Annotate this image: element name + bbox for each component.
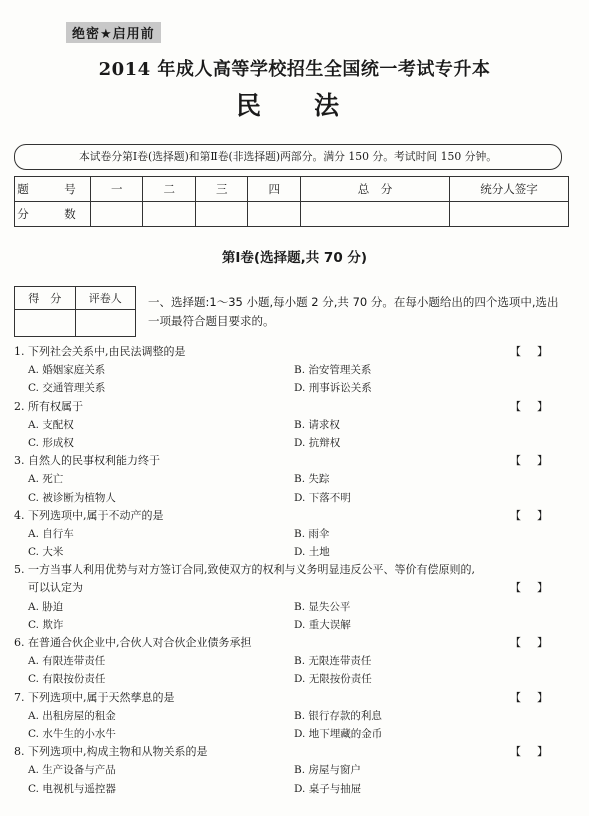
option: C. 被诊断为植物人 <box>28 491 116 504</box>
exam-title: 2014 年成人高等学校招生全国统一考试专升本 <box>98 59 491 80</box>
score-table-blank <box>300 202 449 227</box>
score-table-blank <box>91 202 143 227</box>
option: A. 有限连带责任 <box>28 655 106 668</box>
subject-title: 民 法 <box>235 91 353 120</box>
option: C. 有限按份责任 <box>28 673 106 686</box>
option-row <box>14 416 574 434</box>
option: A. 婚姻家庭关系 <box>28 364 106 377</box>
score-table-blank <box>195 202 247 227</box>
answer-bracket: 【】 <box>510 345 564 358</box>
question-stem-continued <box>14 579 574 597</box>
exam-notice: 本试卷分第Ⅰ卷(选择题)和第Ⅱ卷(非选择题)两部分。满分 150 分。考试时间 150 分钟。 <box>14 144 562 170</box>
question-stem <box>14 561 574 579</box>
score-table-cell: 四 <box>248 177 300 202</box>
option: D. 下落不明 <box>294 491 351 504</box>
score-table-score-row <box>15 202 569 227</box>
option-row <box>14 543 574 561</box>
score-table-cell: 总 分 <box>300 177 449 202</box>
option-row <box>14 598 574 616</box>
option: D. 抗辩权 <box>294 436 341 449</box>
option: B. 治安管理关系 <box>294 364 372 377</box>
option: D. 桌子与抽屉 <box>294 782 362 795</box>
option: A. 生产设备与产品 <box>28 764 116 777</box>
option: C. 欺诈 <box>28 618 64 631</box>
option: D. 重大误解 <box>294 618 351 631</box>
question-text: 1. 下列社会关系中,由民法调整的是 <box>14 345 186 358</box>
score-table-blank <box>143 202 195 227</box>
score-table-cell: 三 <box>195 177 247 202</box>
answer-bracket: 【】 <box>510 745 564 759</box>
answer-bracket: 【】 <box>510 581 564 595</box>
option-row <box>14 525 574 543</box>
option: B. 雨伞 <box>294 527 330 540</box>
question-stem <box>14 634 574 652</box>
question-stem <box>14 507 574 525</box>
score-table-cell: 题 号 <box>15 177 91 202</box>
answer-bracket: 【】 <box>510 399 564 413</box>
option: B. 银行存款的利息 <box>294 709 382 722</box>
score-table-header-row <box>15 177 569 202</box>
question-stem <box>14 743 574 761</box>
option: B. 显失公平 <box>294 600 351 613</box>
grader-name-label: 评卷人 <box>75 287 136 310</box>
question-stem <box>14 689 574 707</box>
question-stem <box>14 398 574 416</box>
question-stem <box>14 452 574 470</box>
option-row <box>14 670 574 688</box>
score-table-cell: 二 <box>143 177 195 202</box>
option: D. 地下埋藏的金币 <box>294 727 383 740</box>
option: B. 请求权 <box>294 418 340 431</box>
answer-bracket: 【】 <box>510 454 564 468</box>
option: A. 死亡 <box>28 473 64 486</box>
option: D. 土地 <box>294 546 330 559</box>
answer-bracket: 【】 <box>510 508 564 522</box>
question-text: 可以认定为 <box>28 581 83 595</box>
option: A. 出租房屋的租金 <box>28 709 116 722</box>
grader-box <box>14 286 136 337</box>
option-row <box>14 707 574 725</box>
option-row <box>14 725 574 743</box>
option: A. 自行车 <box>28 527 74 540</box>
option: B. 无限连带责任 <box>294 655 372 668</box>
option-row <box>14 761 574 779</box>
option-row <box>14 379 574 397</box>
grader-name-blank <box>75 310 136 337</box>
question-text: 8. 下列选项中,构成主物和从物关系的是 <box>14 745 208 759</box>
option-row <box>14 361 574 379</box>
question-stem <box>14 343 574 361</box>
option: B. 房屋与窗户 <box>294 764 361 777</box>
option: C. 形成权 <box>28 436 74 449</box>
question-text: 2. 所有权属于 <box>14 399 83 413</box>
score-table-blank <box>450 202 569 227</box>
part-title: 第Ⅰ卷(选择题,共 70 分) <box>221 250 368 266</box>
secret-badge: 绝密★启用前 <box>66 22 161 43</box>
option-row <box>14 652 574 670</box>
question-text: 7. 下列选项中,属于天然孳息的是 <box>14 690 175 704</box>
grader-score-blank <box>15 310 76 337</box>
question-text: 6. 在普通合伙企业中,合伙人对合伙企业债务承担 <box>14 636 252 649</box>
score-table-blank <box>248 202 300 227</box>
answer-bracket: 【】 <box>510 690 564 704</box>
option: D. 无限按份责任 <box>294 673 372 686</box>
score-table-cell: 分 数 <box>15 202 91 227</box>
option: C. 电视机与遥控器 <box>28 782 116 795</box>
score-table <box>14 176 569 227</box>
option: A. 支配权 <box>28 418 74 431</box>
option: B. 失踪 <box>294 473 330 486</box>
answer-bracket: 【】 <box>510 636 564 649</box>
option: C. 大米 <box>28 546 64 559</box>
question-text: 5. 一方当事人利用优势与对方签订合同,致使双方的权利与义务明显违反公平、等价有偿原则的, <box>14 563 475 577</box>
question-list <box>14 343 574 798</box>
section-intro: 一、选择题:1～35 小题,每小题 2 分,共 70 分。在每小题给出的四个选项中,选出一项最符合题目要求的。 <box>148 295 559 328</box>
option-row <box>14 616 574 634</box>
question-text: 3. 自然人的民事权利能力终于 <box>14 454 160 468</box>
question-text: 4. 下列选项中,属于不动产的是 <box>14 508 164 522</box>
option: C. 交通管理关系 <box>28 382 106 395</box>
option-row <box>14 434 574 452</box>
option-row <box>14 470 574 488</box>
score-table-cell: 统分人签字 <box>450 177 569 202</box>
option: C. 水牛生的小水牛 <box>28 727 116 740</box>
option: A. 胁迫 <box>28 600 64 613</box>
option-row <box>14 780 574 798</box>
grader-score-label: 得 分 <box>15 287 76 310</box>
option: D. 刑事诉讼关系 <box>294 382 372 395</box>
score-table-cell: 一 <box>91 177 143 202</box>
option-row <box>14 489 574 507</box>
